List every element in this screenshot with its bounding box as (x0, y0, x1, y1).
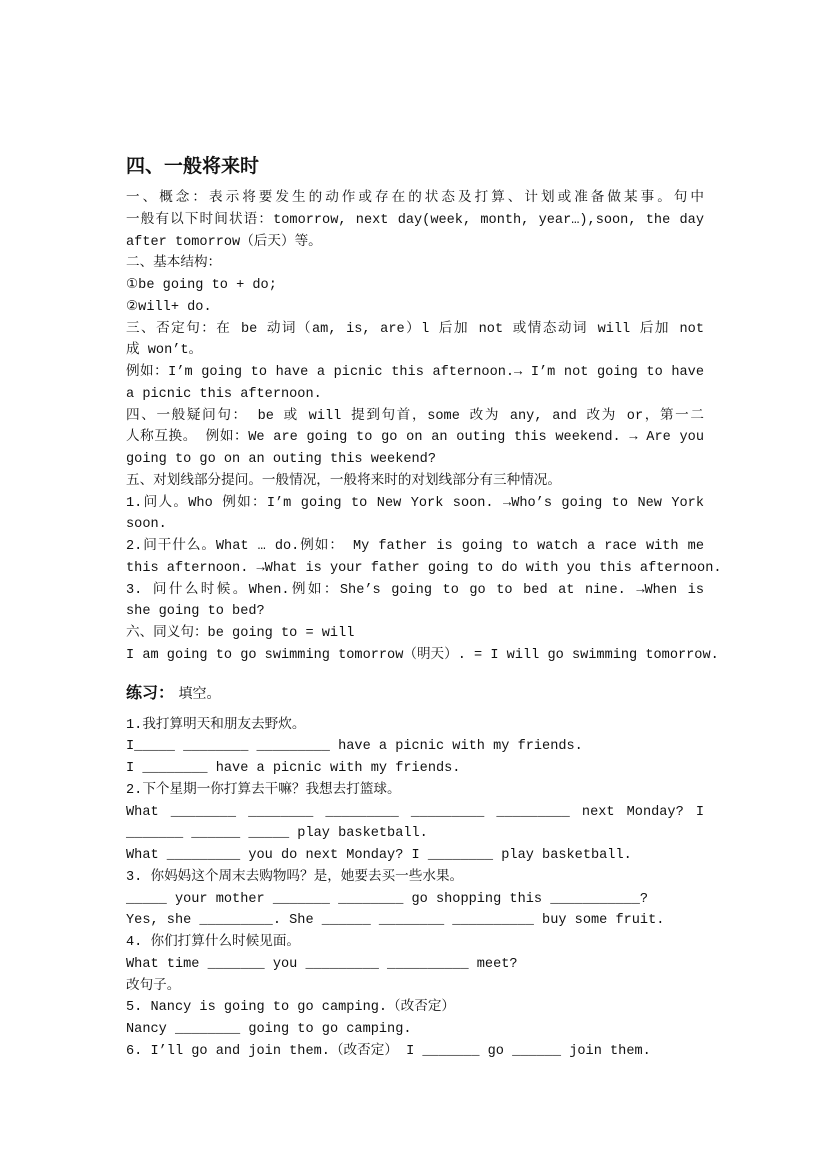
exercise-line: _____ your mother _______ ________ go shopping this ___________? (126, 891, 649, 907)
grammar-notes (126, 188, 722, 667)
exercise-line: 6. I’ll go and join them.（改否定） I _______ go ______ join them. (126, 1043, 651, 1059)
exercise-line: 5. Nancy is going to go camping.（改否定） (126, 1000, 456, 1016)
text-line: 五、对划线部分提问。一般情况，一般将来时的对划线部分有三种情况。 (126, 473, 561, 489)
exercise-line: I_____ ________ _________ have a picnic with my friends. (126, 739, 583, 755)
exercise-line: What _________ you do next Monday? I ________ play basketball. (126, 848, 632, 863)
exercise-line: 1.我打算明天和朋友去野炊。 (126, 717, 306, 733)
exercise-line: 2.下个星期一你打算去干嘛？我想去打篮球。 (126, 782, 401, 798)
exercise-line: What ________ ________ _________ _________ _________ next Monday? I (126, 804, 704, 820)
exercise-line: 4. 你们打算什么时候见面。 (126, 935, 301, 950)
section-title: 四、一般将来时 (126, 155, 260, 177)
text-line: I am going to go swimming tomorrow（明天）. = I will go swimming tomorrow. (126, 647, 719, 663)
exercise-instruction: 填空。 (178, 685, 221, 702)
text-line: 二、基本结构： (126, 256, 222, 272)
text-line: 3. 问什么时候。When.例如：She’s going to go to bed at nine. →When is (126, 582, 704, 598)
exercise-title: 练习： (126, 682, 175, 702)
text-line: a picnic this afternoon. (126, 386, 322, 402)
text-line: she going to bed? (126, 604, 265, 620)
text-line: ②will+ do. (126, 299, 212, 315)
text-line: 三、否定句：在 be 动词（am, is, are）l 后加 not 或情态动词 will 后加 not (126, 321, 704, 337)
text-line: 人称互换。 例如：We are going to go on an outing this weekend. → Are you (126, 430, 704, 446)
text-line: after tomorrow（后天）等。 (126, 234, 322, 250)
text-line: ①be going to + do; (126, 278, 277, 293)
text-line: 2.问干什么。What … do.例如： My father is going to watch a race with me (126, 539, 704, 554)
document-page (126, 150, 722, 1063)
exercise-line: What time _______ you _________ __________ meet? (126, 956, 518, 972)
exercise-line: Yes, she _________. She ______ ________ __________ buy some fruit. (126, 913, 665, 929)
exercise-line: _______ ______ _____ play basketball. (126, 826, 428, 842)
text-line: 四、一般疑问句： be 或 will 提到句首，some 改为 any, and 改为 or，第一二 (126, 408, 704, 424)
text-line: soon. (126, 517, 167, 533)
exercise-heading (126, 679, 704, 707)
exercise-line: 改句子。 (126, 978, 181, 994)
spacer (126, 707, 704, 715)
text-line: 一般有以下时间状语：tomorrow, next day(week, month, year…),soon, the day (126, 212, 704, 228)
text-line: 成 won’t。 (126, 343, 203, 359)
text-line: 六、同义句：be going to = will (126, 626, 355, 641)
text-line: going to go on an outing this weekend? (126, 452, 436, 467)
exercise-line: 3. 你妈妈这个周末去购物吗？是，她要去买一些水果。 (126, 869, 464, 885)
text-line: 一、概念：表示将要发生的动作或存在的状态及打算、计划或准备做某事。句中 (126, 191, 704, 206)
text-line: 例如：I’m going to have a picnic this afternoon.→ I’m not going to have (126, 365, 704, 380)
text-line: 1.问人。Who 例如：I’m going to New York soon. →Who’s going to New York (126, 495, 704, 511)
text-line: this afternoon. →What is your father going to do with you this afternoon. (126, 560, 722, 576)
exercise-line: I ________ have a picnic with my friends. (126, 761, 461, 776)
exercise-line: Nancy ________ going to go camping. (126, 1022, 412, 1037)
exercise-lines (126, 715, 704, 1063)
